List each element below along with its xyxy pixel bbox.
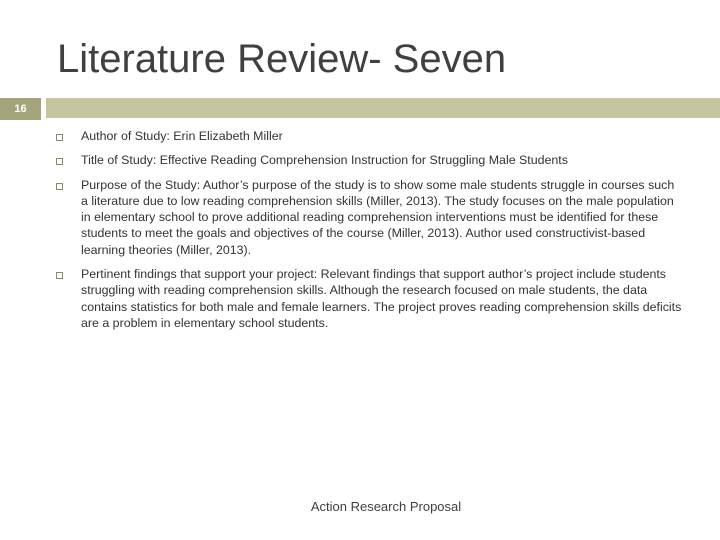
slide-number-badge: 16 bbox=[0, 98, 41, 120]
bullet-text: Purpose of the Study: Author’s purpose of the study is to show some male students struggle in courses such a literature due to low reading comprehension skills (Miller, 2013). The study focuses on the male population in elementary school to prove additional reading comprehension interventions must be identified for these students to meet the goals and objectives of the course (Miller, 2013). Author used constructivist-based learning theories (Miller, 2013). bbox=[81, 177, 675, 257]
slide-footer: Action Research Proposal bbox=[310, 499, 462, 514]
bullet-text: Pertinent findings that support your project: Relevant findings that support author’s project include students struggling with reading comprehension skills. Although the research focused on male students, the data contains statistics for both male and female learners. The project proves reading comprehension skills deficits are a problem in elementary school students. bbox=[81, 267, 682, 330]
square-bullet-icon bbox=[56, 272, 63, 279]
bullet-list bbox=[0, 128, 720, 339]
square-bullet-icon bbox=[56, 134, 63, 141]
bullet-text: Author of Study: Erin Elizabeth Miller bbox=[81, 129, 283, 143]
bullet-title-of-study bbox=[0, 152, 720, 168]
bullet-findings bbox=[0, 266, 720, 331]
bullet-text: Title of Study: Effective Reading Comprehension Instruction for Struggling Male Students bbox=[81, 153, 568, 168]
square-bullet-icon bbox=[56, 158, 63, 165]
accent-bar bbox=[46, 98, 720, 118]
square-bullet-icon bbox=[56, 183, 63, 190]
slide-title: Literature Review- Seven bbox=[57, 37, 507, 81]
bullet-purpose bbox=[0, 177, 720, 258]
bullet-author bbox=[0, 128, 720, 144]
